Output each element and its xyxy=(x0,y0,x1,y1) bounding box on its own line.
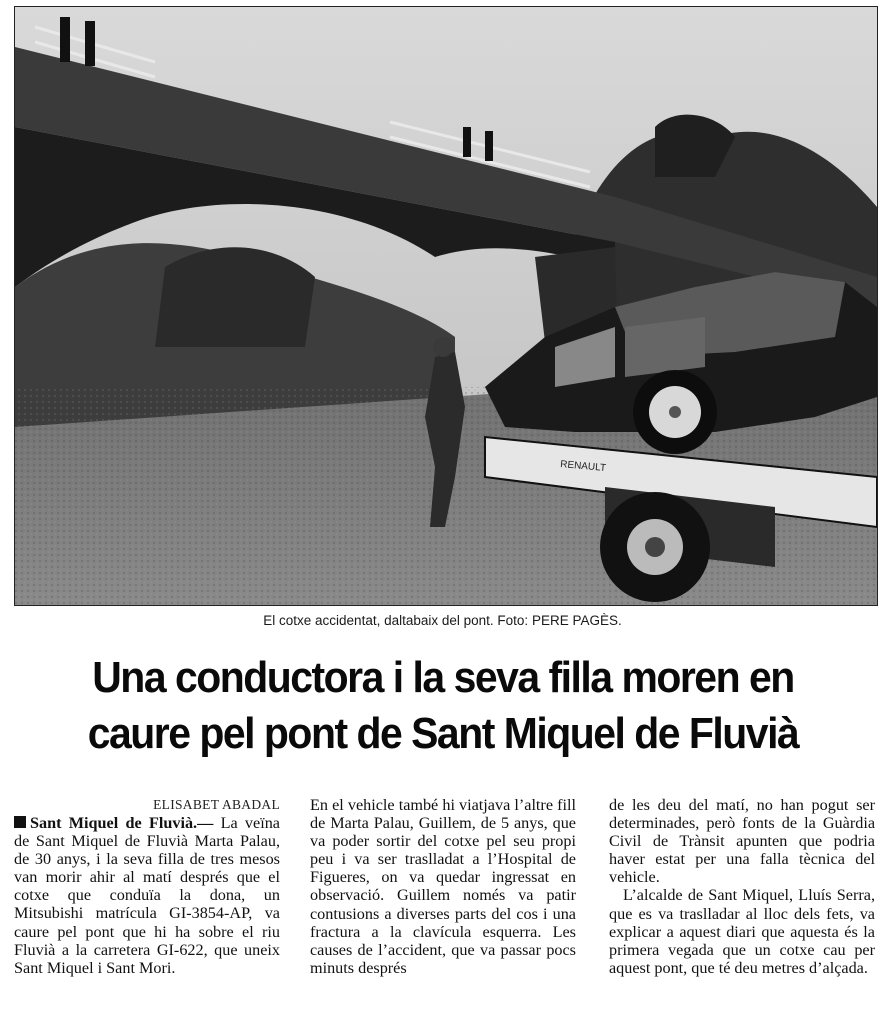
article-column-1 xyxy=(14,796,280,977)
headline-line-1: Una conductora i la seva filla moren en xyxy=(92,653,794,702)
photo-illustration xyxy=(15,7,877,605)
news-photo xyxy=(14,6,878,606)
article-column-2 xyxy=(310,796,576,977)
headline-line-2: caure pel pont de Sant Miquel de Fluvià xyxy=(87,709,799,758)
dateline: Sant Miquel de Fluvià.— xyxy=(30,814,214,832)
headline xyxy=(38,650,847,762)
lead-text: La veïna de Sant Miquel de Fluvià Marta Palau, de 30 anys, i la seva filla de tres mesos van morir ahir al matí després que el cotxe que conduïa la dona, un Mitsubishi matrícula GI-3854-AP, va caure pel pont que hi ha sobre el riu Fluvià a la carretera GI-622, que uneix Sant Miquel i Sant Mori. xyxy=(14,814,280,977)
column-2-text: En el vehicle també hi viatjava l’altre fill de Marta Palau, Guillem, de 5 anys, que va poder sortir del cotxe pel seu propi peu i va ser traslladat a l’Hospital de Figueres, on va quedar ingressat en observació. Guillem només va patir contusions a diverses parts del cos i una fractura a la clavícula esquerra. Les causes de l’accident, que va passar pocs minuts després xyxy=(310,796,576,977)
column-3-paragraph-2: L’alcalde de Sant Miquel, Lluís Serra, que es va traslladar al lloc dels fets, va explicar a aquest diari que aquesta és la primera vegada que un cotxe cau per aquest pont, que té deu metres d’alçada. xyxy=(609,886,875,977)
byline: ELISABET ABADAL xyxy=(153,797,280,812)
bullet-square-icon xyxy=(14,816,26,828)
truck-brand-text: RENAULT xyxy=(559,459,607,474)
caption-text: El cotxe accidentat, daltabaix del pont. Foto: xyxy=(263,613,532,628)
lead-paragraph xyxy=(14,814,280,977)
photo-credit: PERE PAGÈS. xyxy=(531,613,622,628)
photo-caption xyxy=(0,613,885,628)
column-3-paragraph-1: de les deu del matí, no han pogut ser determinades, però fonts de la Guàrdia Civil de Trànsit apunten que podria haver estat per una falla tècnica del vehicle. xyxy=(609,796,875,887)
article-column-3 xyxy=(609,796,875,977)
